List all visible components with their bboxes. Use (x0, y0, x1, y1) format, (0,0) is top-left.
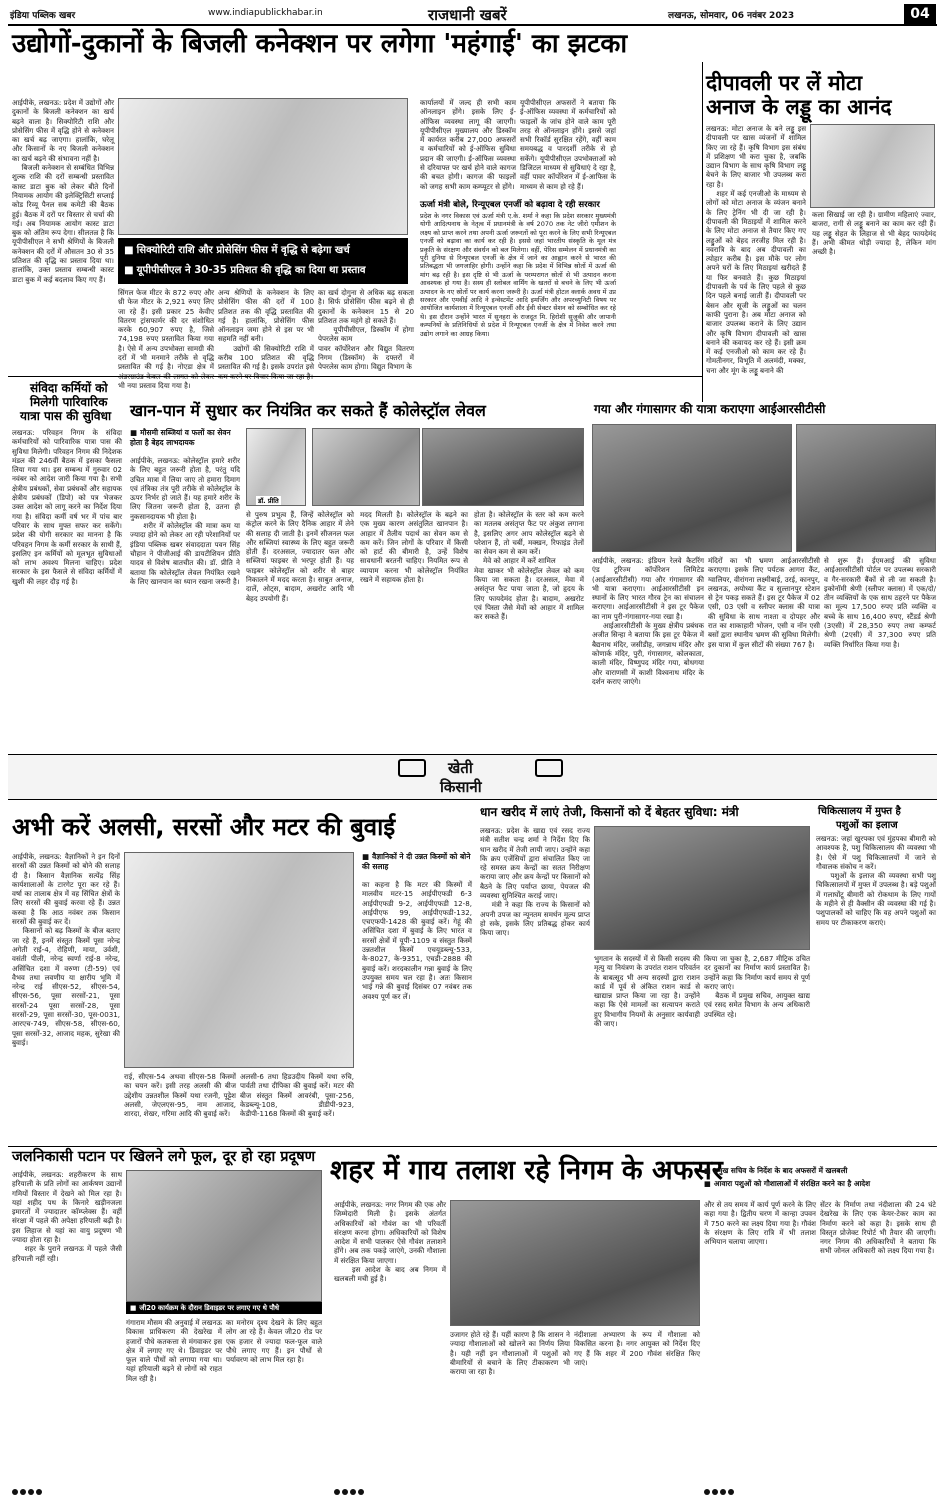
footer-dots-right (704, 1480, 764, 1490)
publication-name: इंडिया पब्लिक खबर (10, 11, 76, 21)
dhaan-col-1: लखनऊ: प्रदेश के खाद्य एवं रसद राज्य मंत्री सतीश चन्द्र शर्मा ने निर्देश दिए कि धान खरीद में तेजी लायी जाए। उन्होंने कहा कि क्रय एजेंसियों द्वारा संचालित किए जा रहे समस्त क्रय केन्द्रों का सतत निरीक्षण कराया जाए और क्रय केन्द्रों पर किसानों को बैठने के लिए पर्याप्त छाया, पेयजल की व्यवस्था सुनिश्चित कराई जाए। मंत्री ने कहा कि राज्य के किसानों को अपनी उपज का न्यूनतम समर्थन मूल्य प्राप्त हो सके, इसके लिए प्रतिबद्ध होकर कार्य किया जाए। (480, 826, 590, 938)
electricity-col-2: सिंगल फेज मीटर के 872 रुपए और थ्री फेज मीटर के 2,921 रुपए लिए जा रहे हैं। इसी प्रकार 25 केवीए वितरण ट्रांसफार्मर की दर संशोधित करके 60,907 रुपए है, जिसे 74,198 रुपए प्रस्तावित किया गया है। ऐसे में अन्य उपभोक्ता सामग्री की दरों में भी मनमाने तरीके से वृद्धि प्रस्तावित की गई है। नोएडा क्षेत्र में भी नया प्रस्ताव दिया गया है। (118, 288, 214, 390)
electricity-bullets (118, 238, 408, 284)
page-number: 04 (904, 4, 936, 24)
eoffice-col-2: यूपीपीसीएल अफसरों ने बताया कि ई-ऑफिस व्यवस्था में कर्मचारियों को फाइलों के जांच होने वाले काम पूरी तरह से ऑनलाइन होंगे। इससे जहां सभी रिकॉर्ड सुरक्षित रहेंगे, वहीं काम समयबद्ध व पारदर्शी तरीके से हो सकेंगे। यूपीपीसीएल उपभोक्ताओं को डिजिटल माध्यम से सुविधाएं दे रहा है, वहीं पावर कॉर्पोरेशन में ई-आफिस के माध्यम से काम हो रहे हैं। (520, 98, 619, 191)
cow-col-5: सेंटर के निर्माण तथा नंदीशाला की 24 घंटे देखरेख के लिए एक केयर-टेकर काम का निर्माण करने को कहा है। इसके साथ ही विस्तृत प्रोजेक्ट रिपोर्ट भी तैयार की जाएगी। नगर निगम की अधिकारियों ने बताया कि सभी जोनल अधिकारी को लक्ष्य दिया गया है। (820, 1200, 939, 1256)
cow-col-2: उजागर होते रहे हैं। यहीं कारण है कि शासन ने ज्यादा गौशालाओं को खोलने का निर्णय लिया है। यही नहीं इन गौशालाओं में पशुओं को बीमारियों से बचाने के लिए टीकाकरण भी कराया जा रहा है। (450, 1330, 573, 1377)
hospital-headline-1: चिकित्सालय में मुफ्त है (818, 806, 901, 817)
alsi-col-1: आईपीके, लखनऊ: वैज्ञानिकों ने इन दिनों सरसों की उन्नत किस्मों को बोने की सलाह दी है। किसान वैज्ञानिक सत्येंद्र सिंह कार्यशालाओं के टारगेट पूरा कर रहे हैं। वर्षा का तालाब क्षेत्र में वह सिंचित क्षेत्रों के लिए सरसों की बुवाई करवा रहे हैं। उन्नत कस्वा है कि आठ नवंबर तक किसान सरसों की बुवाई कर दें। किसानों को बढ़ किस्मों के बीज बताए जा रहे हैं, इनमें संस्तुत किस्में पूसा नरेन्द्र अगेती राई-4, रोहिणी, माया, उर्वशी, वसंती पीली, नरेन्द्र स्वर्णा राई-8 नरेन्द्र, असिंचित दशा में वरुणा (टी-59) एवं वैभव तथा लवणीय या क्षारीय भूमि में नरेन्द्र राई सीएस-52, सीएस-54, सीएस-56, पूसा सरसों-21, पूसा सरसों-24 पूसा सरसों-28, पूसा सरसों-29, पूसा सरसों-30, पूस-0031, आरएच-749, सीएस-58, सीएस-60, पूसा सरसों-32, आजाद महक, सुरेखा की बुवाई। (12, 852, 120, 1047)
jalkumbhi-caption-box (126, 1302, 322, 1314)
irctc-col-1: आईपीके, लखनऊ: इंडियन रेलवे कैटरिंग एंड टूरिज्म कॉर्पोरेशन लिमिटेड (आईआरसीटीसी) गया और गंगासागर की भी यात्रा कराएगा। आईआरसीटीसी इन स्थानों के लिए भारत गौरव ट्रेन का संचालन कराएगा। आईआरसीटीसी ने इस टूर पैकेज का नाम पुरी-गंगासागर-गया रखा है। आईआरसीटीसी के मुख्य क्षेत्रीय प्रबंधक अजीत सिन्हा ने बताया कि इस टूर पैकेज में बैद्यनाथ मंदिर, जसीडीह, जगन्नाथ मंदिर और कोणार्क मंदिर, पुरी, गंगासागर, कोलकाता, काली मंदिर, विष्णुपद मंदिर गया, बोधगया और वाराणसी में काशी विश्वनाथ मंदिर के दर्शन कराए जाएंगे। (592, 556, 704, 686)
jalkumbhi-col-3: का मनोरम दृश्य देखने के लिए बहुत लोग आ रहे हैं। केवल जी20 रोड पर एक हजार से ज्यादा फल-फूल वाले पौधे लगाए गए हैं। इन पौधों से पर्यावरण को लाभ मिल रहा है। (226, 1318, 325, 1365)
masthead (8, 4, 937, 26)
temple-photo-2 (796, 424, 936, 552)
irctc-col-2: मंदिरों का भी भ्रमण आईआरसीटीसी कराएगा। इसके लिए पर्यटक आगरा कैंट, ग्वालियर, वीरांगना लक्ष्मीबाई, उरई, कानपुर, लखनऊ, अयोध्या कैंट व सुल्तानपुर स्टेशन से ट्रेन पकड़ सकते हैं। इस टूर पैकेज में 02 एसी, 03 एसी व स्लीपर क्लास की यात्रा की सुविधा के साथ नाश्ता व दोपहर और रात का शाकाहारी भोजन, एसी व नॉन एसी बसों द्वारा स्थानीय भ्रमण की सुविधा मिलेगी। इस यात्रा में कुल सीटों की संख्या 767 है। (708, 556, 823, 649)
alsi-col-3: अलसी-6 तथा हिडउदीय किस्में यथा रुचि, पार्वती तथा दीपिका की बुवाई करें। मटर की बीज संस्तुत किस्में आवरंबी, पूसा-256, केडब्ल्यू-108, डीडीपी-923, केडीपी-1168 किस्मों की बुवाई करें। (240, 1072, 357, 1119)
divider (8, 1146, 937, 1147)
sanvida-headline-2: मिलेगी पारिवारिक (30, 395, 108, 409)
kheti-kisani-banner (8, 754, 937, 800)
woman-eating-photo (422, 428, 584, 506)
millet-col-2: कला सिखाई जा रही है। ग्रामीण महिलाएं ज्वार, बाजरा, रागी से लड्डू बनाने का काम कर रही हैं। यह लड्डू सेहत के लिहाज से भी बेहद फायदेमंद हैं। अभी कीमत थोड़ी ज्यादा है, लेकिन मांग अच्छी है। (812, 210, 939, 257)
laddu-photo (810, 124, 935, 208)
roadside-flowers-photo (126, 1170, 322, 1302)
jalkumbhi-col-1: आईपीके, लखनऊ: शहरीकरण के साथ हरियाली के प्रति लोगों का आर्कषण उद्यानों गमियों विस्तार में देखने को मिल रहा है। यहां शहीद पथ के किनारे खड़ीनजला इमारतों में ज्यादातर कॉम्प्लेक्स हैं। वहीं संरक्षा में पहले की अपेक्षा हरियाली बढ़ी है। इस लिहाज से यहां का वायु प्रदूषण भी ज्यादा होता रहा है। शहर के पुराने लखनऊ में पहले जैसी हरियाली नहीं रही। (12, 1170, 122, 1263)
sanvida-body: लखनऊ: परिवहन निगम के संविदा कर्मचारियों को पारिवारिक यात्रा पास की सुविधा मिलेगी। परिवहन निगम की निदेशक मंडल की 246वीं बैठक में इसका फैसला लिया गया था। इस सम्बन्ध में गुरुवार 02 नवंबर को आदेश जारी किया गया है। सभी क्षेत्रीय प्रबंधकों, सेवा प्रबंधकों और सहायक क्षेत्रीय प्रबंधकों (डिपो) को पत्र भेजकर उक्त आदेश को लागू करने का निर्देश दिया गया है। संविदा कर्मी वर्ष भर में पांच बार परिवार के साथ मुफ्त सफर कर सकेंगे। प्रदेश की योगी सरकार का मानना है कि परिवहन निगम के कर्मी सरकार के साथी हैं, इसलिए इन कर्मियों को मूलभूत सुविधाओं को लाभ अवश्य मिलना चाहिए। प्रदेश सरकार के इस फैसले से संविदा कर्मियों में खुशी की लहर दौड़ गई है। (12, 428, 125, 586)
cholesterol-col-2: से पुरुष प्रभुत्व हैं, जिन्हें कोलेस्ट्रॉल को कंट्रोल करने के लिए दैनिक आहार में लेने की सलाह दी जाती है। इनमें सीजनल फल और सब्जियां स्वास्थ्य के लिए बहुत जरूरी होती हैं। दरअसल, ज्यादातर फल और सब्जियां फाइबर से भरपूर होती हैं। यह फाइबर कोलेस्ट्रॉल को शरीर से बाहर निकालने में मदद करता है। साबुत अनाज, दालें, ओट्स, बादाम, अखरोट आदि भी बेहद उपयोगी हैं। (246, 510, 357, 603)
electricity-col-3: अन्य श्रेणियों के कनेक्शन के लिए प्रोसेसिंग फीस की दरों में 100 प्रतिशत तक की वृद्धि प्रस्तावित की गई है। हालांकि, प्रोसेसिंग फीस ऑनलाइन जमा होने से इस पर भी सहमति नहीं बनी। उद्योगों की सिक्योरिटी राशि में करीब 100 प्रतिशत की वृद्धि प्रस्तावित की गई है। इसके उपरांत इसे (218, 288, 314, 372)
footer-dots-middle (334, 1480, 394, 1490)
dhaan-headline: धान खरीद में लाएं तेजी, किसानों को दें बेहतर सुविधा: मंत्री (480, 805, 739, 819)
alsi-col-2: राई, सीएस-54 अथवा सीएस-58 किस्मों का चयन करें। इसी तरह अलसी की बीज उद्देशीय उन्नतशील किस्में यथा रजनी, पूट्टेश अलसी, जेएलएस-95, नाम आजाद, शारदा, शेखर, गरिमा आदि की बुवाई करें। (124, 1072, 239, 1119)
electricity-bullet-1: ■ सिक्योरिटी राशि और प्रोसेसिंग फीस में वृद्धि से बढ़ेगा खर्च (124, 241, 402, 261)
edition-date: लखनऊ, सोमवार, 06 नवंबर 2023 (668, 11, 795, 21)
website-link[interactable]: www.indiapublickhabar.in (208, 8, 323, 18)
cholesterol-bullet: ■ मौसमी सब्जियां व फलों का सेवन होता है बेहद लाभदायक (130, 428, 240, 448)
cow-col-1: आईपीके, लखनऊ: नगर निगम की एक और जिम्मेदारी मिली है। इसके अंतर्गत अधिकारियों को गौवंश का भी परिवर्ती संरक्षण करना होगा। अधिकारियों को विशेष आदेश में सभी पालकर ऐसे गौवंश तलाशने होंगे। अब तक पकड़े जाएंगे, उनकी गौशाला में संरक्षित किया जाएगा। इस आदेश के बाद अब निगम में खलबली मची हुई है। (334, 1200, 446, 1284)
kheti-label: खेती (448, 759, 473, 777)
doctor-photo (246, 428, 306, 506)
dhaan-col-3: किया जा चुका है, 2,687 मीट्रिक उचित दर दुकानों का निर्माण कार्य प्रस्तावित है। उन्होंने कहा कि निर्माण कार्य समय से पूर्ण कराए जाएं। बैठक में प्रमुख सचिव, आयुक्त खाद्य एवं रसद समेत विभाग के अन्य अधिकारी उपस्थित रहे। (704, 954, 810, 1019)
electricity-bullet-2: ■ यूपीपीसीएल ने 30-35 प्रतिशत की वृद्धि का दिया था प्रस्ताव (124, 261, 402, 281)
jalkumbhi-headline: जलनिकासी पटान पर खिलने लगे फूल, दूर हो रहा प्रदूषण (12, 1149, 316, 1165)
footer-dots-left (12, 1480, 72, 1490)
sanvida-headline-1: संविदा कर्मियों को (30, 381, 108, 395)
sanvida-headline-3: यात्रा पास की सुविधा (20, 409, 112, 423)
cholesterol-col-1: आईपीके, लखनऊ: कोलेस्ट्रॉल हमारे शरीर के लिए बहुत जरूरी होता है, परंतु यदि उचित मात्रा में लिया जाए तो हमारा दिमाग एवं तंत्रिका तंत्र पूरी तरीके से कोलेस्ट्रॉल के ऊपर निर्भर हो जाते हैं। यह हमारे शरीर के लिए जितना जरूरी होता है, उतना ही नुकसानदायक भी होता है। शरीर में कोलेस्ट्रॉल की मात्रा कम या ज्यादा होने को लेकर आ रही परेशानियों पर इंडिया पब्लिक खबर संवाददाता पवन सिंह चौहान ने पीजीआई की डायटीशियन प्रीति यादव से विशेष बातचीत की। डॉ. प्रीति ने बताया कि कोलेस्ट्रॉल लेवल नियंत्रित रखने के लिए खानपान का ध्यान रखना जरूरी है। (130, 456, 240, 586)
officials-inspection-photo (450, 1200, 700, 1326)
energy-subhead: ऊर्जा मंत्री बोले, रिन्यूएबल एनर्जी को बढ़ावा दे रही सरकार (420, 200, 600, 210)
electricity-bill-photo (118, 98, 408, 235)
food-photo (312, 428, 420, 506)
kisani-label: किसानी (440, 778, 482, 796)
alsi-headline: अभी करें अलसी, सरसों और मटर की बुवाई (12, 813, 396, 841)
tractor-icon (535, 759, 563, 777)
jalkumbhi-caption: ■ जी20 कार्यक्रम के दौरान डिवाइडर पर लगाए गए थे पौधे (130, 1303, 318, 1313)
cholesterol-headline: खान-पान में सुधार कर नियंत्रित कर सकते हैं कोलेस्ट्रॉल लेवल (130, 401, 486, 420)
cholesterol-col-4: होता है। कोलेस्ट्रॉल के स्तर को कम करने का मतलब असंतृप्त फैट पर अंकुश लगाना है, इसलिए अगर आप कोलेस्ट्रॉल बढ़ने से परेशान हैं, तो चर्बी, मक्खन, रिफाइंड तेलों का सेवन कम से कम करें। मेवे को आहार में करें शामिल मेवा खाकर भी कोलेस्ट्रॉल लेवल को कम किया जा सकता है। दरअसल, मेवा में असंतृप्त फैट पाया जाता है, जो हृदय के लिए फायदेमंद होता है। बादाम, अखरोट एवं पिस्ता जैसे मेवों को आहार में शामिल कर सकते हैं। (474, 510, 584, 622)
tractor-icon (398, 759, 426, 777)
hospital-headline-2: पशुओं का इलाज (836, 820, 898, 831)
cholesterol-bullet-box (130, 428, 240, 452)
electricity-headline: उद्योगों-दुकानों के बिजली कनेक्शन पर लगेगा 'महंगाई' का झटका (12, 29, 628, 59)
millet-headline-2: अनाज के लड्डू का आनंद (706, 95, 892, 119)
cow-bullet-2: ■ आवारा पशुओं को गौशालाओं में संरक्षित करने का है आदेश (704, 1177, 936, 1190)
irctc-col-3: से शुरू हैं। ईएमआई की सुविधा आईआरसीटीसी पोर्टल पर उपलब्ध सरकारी व गैर-सरकारी बैंकों से ली जा सकती है। इकोनॉमी श्रेणी (स्लीपर क्लास) में एक/दो/तीन व्यक्तियों के एक साथ ठहरने पर पैकेज का मूल्य 17,500 रुपए प्रति व्यक्ति व बच्चे के साथ 16,400 रुपए, स्टैंडर्ड श्रेणी (3एसी) में 28,350 रुपए तथा कम्फर्ट श्रेणी (2एसी) में 37,300 रुपए प्रति व्यक्ति निर्धारित किया गया है। (824, 556, 939, 649)
cow-col-4: और से तय समय में कार्य पूर्ण करने के लिए कहा गया है। द्वितीय चरण में कान्हा उपवन में 750 करने का लक्ष्य दिया गया है। गौवंश के संरक्षण के लिए रात्रि में भी तलाश अभियान चलाया जाएगा। (704, 1200, 819, 1247)
divider (8, 376, 702, 377)
cow-col-3: नंदीशाला अभ्यारण के रूप में गौशाला को विकसित करना है। नगर आयुक्त को निर्देश दिए गए हैं कि शहर में 200 गौवंश संरक्षित किए जाएं। (574, 1330, 703, 1367)
electricity-col-1: आईपीके, लखनऊ: प्रदेश में उद्योगों और दुकानों के बिजली कनेक्शन का खर्च बढ़ने वाला है। सिक्योरिटी राशि और प्रोसेसिंग फीस में वृद्धि होने से कनेक्शन का खर्च बढ़ जाएगा। हालांकि, घरेलू और किसानों के नए बिजली कनेक्शन का खर्च बढ़ने की संभावना नहीं है। बिजली कनेक्शन से सम्बंधित विभिन्न शुल्क राशि की दरों सम्बन्धी प्रस्तावित कास्ट डाटा बुक को लेकर बीते दिनों नियामक आयोग की इलेक्ट्रिसिटी सप्लाई कोड रिव्यू पैनल सब कमेटी की बैठक हुई। बैठक में दरों पर विस्तार से चर्चा की गई। अब नियामक आयोग कास्ट डाटा बुक को अंतिम रूप देगा। सीलतल्र है कि यूपीपीसीएल ने सभी श्रेणियों के बिजली कनेक्शन की दरों में औसतन 30 से 35 प्रतिशत की वृद्धि का प्रस्ताव दिया था। हालांकि, उक्त प्रस्ताव सम्बन्धी कास्ट डाटा बुक में कई बदलाव किए गए हैं। (12, 98, 114, 284)
cow-bullets (704, 1164, 936, 1194)
doctor-name: डॉ. प्रीति (258, 497, 279, 505)
section-title: राजधानी खबरें (428, 6, 507, 24)
cow-headline: शहर में गाय तलाश रहे निगम के अफसर (330, 1155, 723, 1186)
irctc-headline: गया और गंगासागर की यात्रा कराएगा आईआरसीटीसी (594, 402, 826, 416)
temple-photo-1 (592, 424, 792, 552)
flower-photo (124, 852, 354, 1068)
alsi-bullet: ■ वैज्ञानिकों ने दी उन्नत किस्मों को बोने की सलाह (362, 852, 472, 872)
dhaan-col-2: भुगतान के सदस्यों में से किसी सदस्य की मृत्यु या नियंत्रण के उपरांत राशन परिवर्तन के बाबत्सूद भी अन्य सदस्यों द्वारा राशन कार्ड में पूर्व से अंकित राशन कार्ड से खाद्यान्न प्राप्त किया जा रहा है। उन्होंने कहा कि ऐसे मामलों का सत्यापन कराते हुए विभागीय नियमों के अनुसार कार्यवाही की जाए। (594, 954, 703, 1029)
electricity-col-4: का खर्च दोगुना से अधिक बढ़ सकता है। सिर्फ प्रोसेसिंग फीस बढ़ने से ही दुकानों के कनेक्शन 15 से 20 प्रतिशत तक महंगे हो सकते हैं। यूपीपीसीएल, डिस्कॉम में होगा पेपरलेस काम पावर कॉर्पोरेशन और विद्युत वितरण निगम (डिस्कॉम) के दफ्तरों में पेपरलेस काम होगा। विद्युत विभाग के (318, 288, 414, 372)
cow-bullet-1: ■ प्रमुख सचिव के निर्देश के बाद अफसरों में खलबली (704, 1164, 936, 1177)
divider (702, 62, 703, 402)
millet-headline-1: दीपावली पर लें मोटा (706, 71, 863, 95)
jalkumbhi-col-2: गंगाराम मौसम की अनुवाई में लखनऊ विकास प्राधिकरण की देखरेख में हजारों पौधे कतकत्ता से मंगवाकर इस क्षेत्र में लगाए गए थे। डिवाइडर पर फूल वाले पौधों को लगाया गया था। यहां हरियाली बढ़ने से लोगों को राहत मिल रही है। (126, 1318, 225, 1383)
energy-body: प्रदेश के नगर विकास एवं ऊर्जा मंत्री ए.के. शर्मा ने कहा कि प्रदेश सरकार मुख्यमंत्री योगी आदित्यनाथ के नेतृत्व में प्रधानमंत्री के वर्ष 2070 तक नेट जीरो एमीशन के लक्ष्य को प्राप्त करने तथा अपनी ऊर्जा जरूरतों को पूरा करने के लिए सभी रिन्यूएबल एनर्जी को बढ़ावा का कार्य कर रही है। इससे जहां भारतीय संस्कृति के मूल मंत्र प्रकृति के संरक्षण और संवर्धन को बल मिलेगा। वहीं, पेरिस सम्मेलन में प्रधानमंत्री का पूरी दुनिया से रिन्यूएबल एनर्जी के क्षेत्र में जाने का आह्वान करने से भारत की प्रतिबद्धता भी जगजाहिर होगी। उन्होंने कहा कि प्रदेश में विभिन्न स्रोतों में ऊर्जा की मांग बढ़ रही है। इस दृष्टि से भी ऊर्जा के परम्परागत स्रोतों से भी उत्पादन करना आवश्यक हो गया है। सस्य ही स्लोबल वार्मिंग के खतरों से बचने के लिए भी ऊर्जा उत्पादन के नए स्रोतों पर कार्य करना जरूरी है। ऊर्जा मंत्री होटल क्लार्क अवध में उप्र सरकार और एमवीई आदि ने इन्वेस्टमेंट आदि इमर्जिंग और अपरच्युनिटी विषय पर आयोजित कार्यशाला में रिन्यूएबल एनर्जी और ईवी सेक्टर सेशन को सम्बोधित कर रहे थे। इस दौरान उन्होंने भारत में सुनहरा के राजदूत मि. हिरोशी सुजुकी और जापानी कम्पनियों के प्रतिनिधियों से प्रदेश में रिन्यूएबल एनर्जी के क्षेत्र में निवेश करने तथा उद्योग लगाने का आग्रह किया। (420, 212, 619, 338)
alsi-col-4: का कहना है कि मटर की किस्मों में मालवीय मटर-15 आईपीएफडी 6-3 आईपीएफडी 9-2, आईपीएफडी 12-8, आईपीएफ 99, आईपीएफडी-132, एचएफपी-1428 की बुवाई करें। गेहूं की असिंचित दशा में बुवाई के लिए भारत व सरसों क्षेत्रों में यूपी-1109 व संस्तुत किस्में उन्नतशील किस्में एचयूडब्ल्यू-533, के-8027, के-9351, एचडी-2888 की बुवाई करें। शरदकालीन गन्ना बुवाई के लिए उपयुक्त समय चल रहा है। अतः किसान भाई गन्ने की बुवाई दिसंबर 07 नवंबर तक अवश्य पूर्ण कर लें। (362, 880, 475, 1001)
minister-meeting-photo (594, 826, 810, 950)
eoffice-col-1: कार्यालयों में जल्द ही सभी काम ऑनलाइन होंगे। इसके लिए ई-ऑफिस व्यवस्था लागू की जाएगी। यूपीपीसीएल मुख्यालय और डिस्कॉम में कार्यरत करीब 27,000 अफसरों व कर्मचारियों को ई-ऑफिस सुविधा प्रदान की जाएगी। ई-ऑफिस व्यवस्था से दरियाफ्त पर खर्च होने वाले कागज की बचत होगी। कागज की फाइलों को जगह सभी काम कम्प्यूटर से होंगे। (420, 98, 519, 191)
cholesterol-col-3: मदद मिलती है। कोलेस्ट्रॉल के बढ़ने का एक मुख्य कारण असंतुलित खानपान है। आहार में तैलीय पदार्थ का सेवन कम से कम करें। जिन लोगों के परिवार में किसी को हार्ट की बीमारी है, उन्हें विशेष सावधानी बरतनी चाहिए। नियमित रूप से व्यायाम करना भी कोलेस्ट्रॉल नियंत्रित रखने में सहायक होता है। (360, 510, 471, 585)
hospital-body: लखनऊ: जहां खुरपका एवं मुंहपका बीमारी को आवश्यक है, पशु चिकित्सालय की व्यवस्था भी है। ऐसे में पशु चिकित्सालयों में जाने से गौवालक संकोच न करें। पशुओं के इलाज की व्यवस्था सभी पशु चिकित्सालयों में मुफ्त में उपलब्ध है। बड़े पशुओं में गलाघोंटू बीमारी को रोकथाम के लिए गायों के महीने से ही वैक्सीन की व्यवस्था की गई है। पशुपालकों को चाहिए कि वह अपने पशुओं का समय पर टीकाकरण कराएं। (816, 834, 936, 927)
alsi-bullet-box (362, 852, 472, 876)
millet-col-1: लखनऊ: मोटा अनाज के बने लड्डू इस दीपावली पर खास व्यंजनों में शामिल किए जा रहे हैं। कृषि विभाग इस संबंध में प्रशिक्षण भी करा चुका है, जबकि उद्यान विभाग के साथ कृषि विभाग लड्डू बेचने के लिए बाजार भी उपलब्ध करा रहा है। शहर में कई एनजीओ के माध्यम से लोगों को मोटा अनाज के व्यंजन बनाने के लिए ट्रेनिंग भी दी जा रही है। दीपावली की मिठाइयों में शामिल करने के लिए मोटा अनाज से तैयार किए गए लड्डुओं को बेहद तरजीह मिल रही है। नवरात्रि के बाद अब दीपावली का त्योहार करीब है। इस मौके पर लोग अपने घरों के लिए मिठाइयां खरीदते हैं या फिर बनवाते हैं। कुछ मिठाइयां दीपावली के पर्व के लिए पहले से कुछ दिन पहले बनाई जाती हैं। दीपावली पर बेसन और सूजी के लड्डुओं का चलन काफी पुराना है। अब मोटा अनाज को बाजार उपलब्ध कराने के लिए उद्यान और कृषि विभाग दीपावली को खास बनाने की कवायद कर रहे हैं। इसी क्रम में कई एनजीओ को काम कर रहे हैं। गोमतीनगर, विभूति में अलमंदी, मक्का, चना और मूंग के लड्डू बनाने की (706, 124, 806, 375)
